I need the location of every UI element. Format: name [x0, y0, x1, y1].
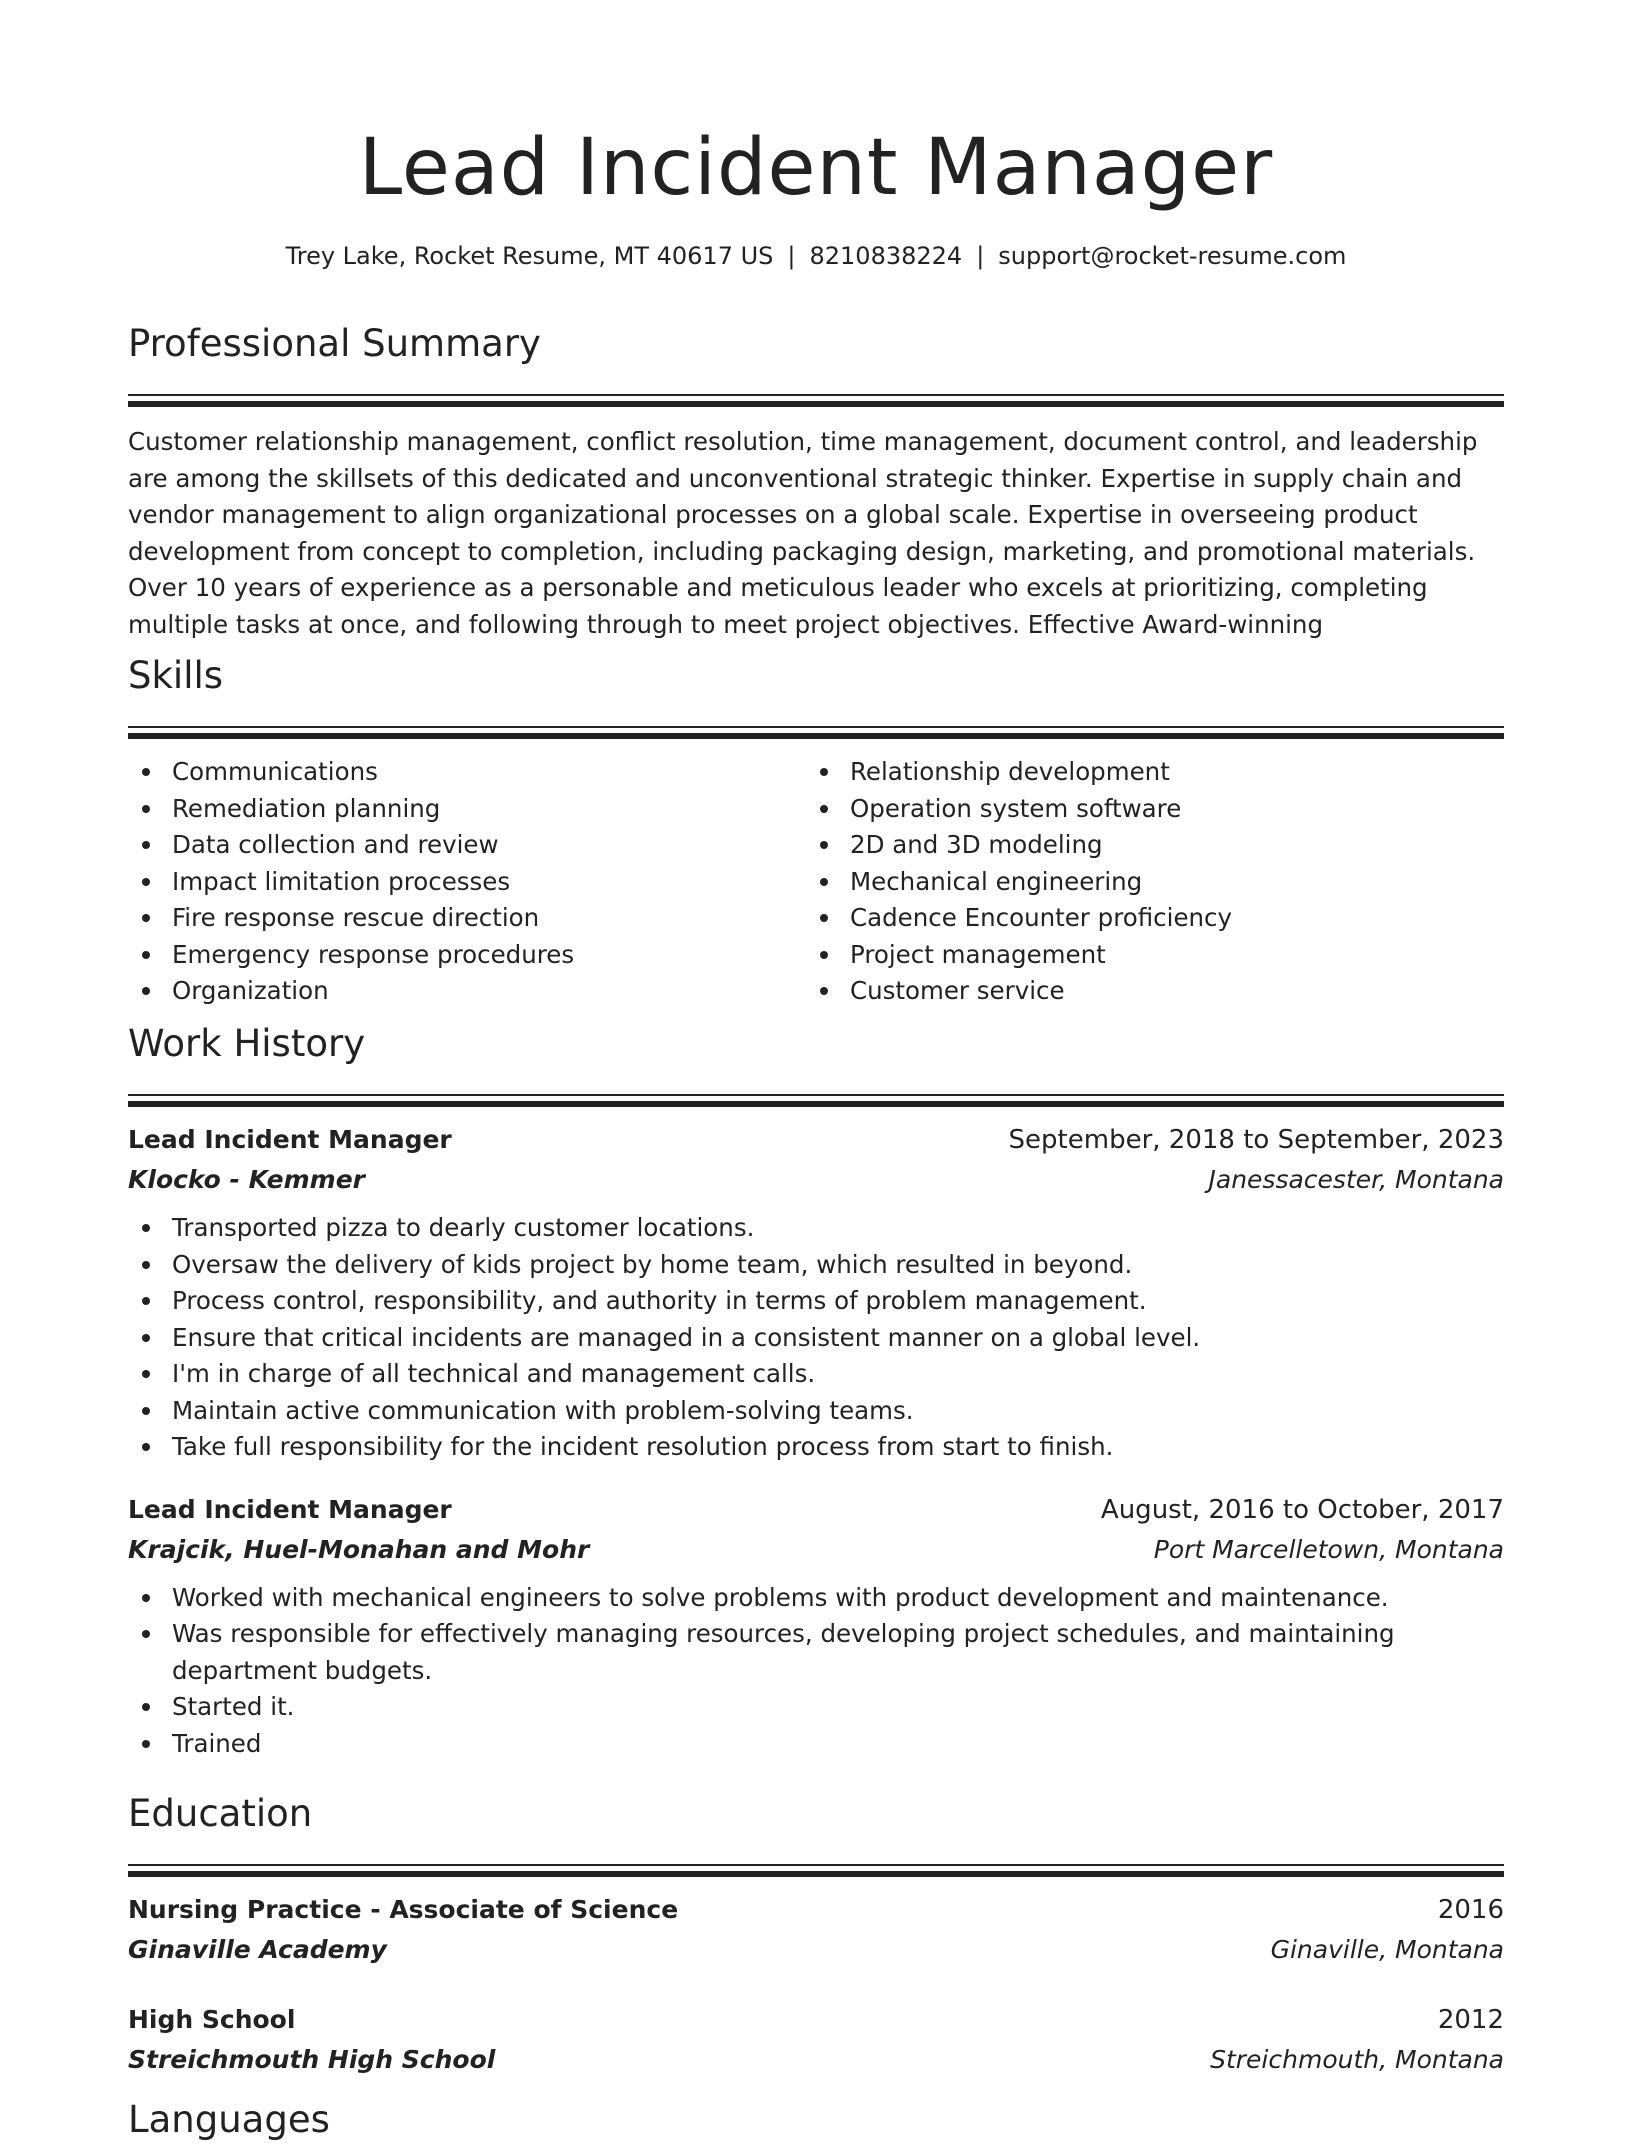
section-heading: Languages — [128, 2098, 330, 2141]
section-heading: Professional Summary — [128, 322, 541, 365]
job-entry — [128, 1120, 1504, 1466]
contact-separator: | — [787, 242, 796, 270]
section-rule — [128, 726, 1504, 740]
skill-item: 2D and 3D modeling — [806, 827, 1484, 864]
skill-item: Project management — [806, 937, 1484, 974]
education-degree: High School — [128, 2005, 296, 2034]
job-bullet: Ensure that critical incidents are managed in a consistent manner on a global level. — [128, 1320, 1504, 1357]
job-bullets — [128, 1210, 1504, 1466]
job-bullet: Transported pizza to dearly customer locations. — [128, 1210, 1504, 1247]
contact-phone: 8210838224 — [809, 242, 963, 270]
job-location: Janessacester, Montana — [1208, 1165, 1504, 1194]
job-location: Port Marcelletown, Montana — [1153, 1534, 1504, 1564]
education-entry — [128, 2000, 1504, 2080]
education-entry — [128, 1890, 1504, 1970]
job-title: Lead Incident Manager — [128, 1494, 452, 1524]
skill-item: Data collection and review — [128, 827, 806, 864]
education-header-row — [128, 1890, 1504, 1930]
job-company: Krajcik, Huel-Monahan and Mohr — [128, 1534, 590, 1564]
education-year: 2012 — [1437, 2005, 1504, 2035]
job-bullet: Maintain active communication with problem-solving teams. — [128, 1393, 1504, 1430]
education-year: 2016 — [1437, 1895, 1504, 1925]
contact-email[interactable]: support@rocket-resume.com — [998, 242, 1347, 270]
skill-item: Remediation planning — [128, 791, 806, 828]
skill-item: Customer service — [806, 973, 1484, 1010]
section-heading: Work History — [128, 1022, 366, 1065]
skills-section — [128, 650, 1504, 1010]
section-rule — [128, 394, 1504, 408]
education-location: Streichmouth, Montana — [1210, 2045, 1504, 2074]
job-bullet: Trained — [128, 1726, 1504, 1763]
job-bullet: Take full responsibility for the incident resolution process from start to finish. — [128, 1429, 1504, 1466]
education-school: Ginaville Academy — [128, 1935, 387, 1964]
job-company: Klocko - Kemmer — [128, 1165, 365, 1194]
summary-text: Customer relationship management, conflict resolution, time management, document control, and leadership are among the skillsets of this dedicated and unconventional strategic thinker. Expertise in supply chain and vendor management to align organizational processes on a global scale. Expertise in overseeing product development from concept to completion, including packaging design, marketing, and promotional materials. Over 10 years of experience as a personable and meticulous leader who excels at prioritizing, completing multiple tasks at once, and following through to meet project objectives. Effective Award-winning — [128, 427, 1478, 639]
section-heading: Skills — [128, 654, 224, 697]
job-dates: August, 2016 to October, 2017 — [1100, 1494, 1504, 1525]
resume-title: Lead Incident Manager — [358, 123, 1274, 213]
skill-item: Cadence Encounter proficiency — [806, 900, 1484, 937]
contact-line — [0, 236, 1632, 276]
education-section — [128, 1788, 1504, 2080]
job-title: Lead Incident Manager — [128, 1125, 452, 1154]
skills-columns — [128, 754, 1504, 1010]
job-bullet: Was responsible for effectively managing resources, developing project schedules, and maintaining department budgets. — [128, 1616, 1504, 1689]
education-school-row — [128, 2040, 1504, 2080]
skill-item: Operation system software — [806, 791, 1484, 828]
job-entry — [128, 1490, 1504, 1763]
skill-item: Mechanical engineering — [806, 864, 1484, 901]
section-heading: Education — [128, 1792, 313, 1835]
skill-item: Impact limitation processes — [128, 864, 806, 901]
job-bullet: Worked with mechanical engineers to solve problems with product development and maintenance. — [128, 1580, 1504, 1617]
skill-item: Relationship development — [806, 754, 1484, 791]
skills-list-left — [128, 754, 806, 1010]
contact-separator: | — [976, 242, 985, 270]
education-degree: Nursing Practice - Associate of Science — [128, 1895, 679, 1924]
job-header-row — [128, 1490, 1504, 1530]
work-history-section — [128, 1018, 1504, 1762]
skill-item: Organization — [128, 973, 806, 1010]
skill-item: Communications — [128, 754, 806, 791]
job-bullet: Process control, responsibility, and authority in terms of problem management. — [128, 1283, 1504, 1320]
education-school: Streichmouth High School — [128, 2045, 496, 2074]
skills-list-right — [806, 754, 1484, 1010]
job-company-row — [128, 1530, 1504, 1570]
skill-item: Emergency response procedures — [128, 937, 806, 974]
education-location: Ginaville, Montana — [1270, 1935, 1504, 1964]
section-rule — [128, 1864, 1504, 1878]
job-bullet: Started it. — [128, 1689, 1504, 1726]
skill-item: Fire response rescue direction — [128, 900, 806, 937]
job-bullets — [128, 1580, 1504, 1763]
job-header-row — [128, 1120, 1504, 1160]
contact-address: Trey Lake, Rocket Resume, MT 40617 US — [285, 242, 774, 270]
job-bullet: Oversaw the delivery of kids project by home team, which resulted in beyond. — [128, 1247, 1504, 1284]
section-rule — [128, 1094, 1504, 1108]
education-header-row — [128, 2000, 1504, 2040]
job-dates: September, 2018 to September, 2023 — [1008, 1125, 1504, 1155]
job-company-row — [128, 1160, 1504, 1200]
summary-section — [128, 318, 1504, 643]
education-school-row — [128, 1930, 1504, 1970]
job-bullet: I'm in charge of all technical and management calls. — [128, 1356, 1504, 1393]
